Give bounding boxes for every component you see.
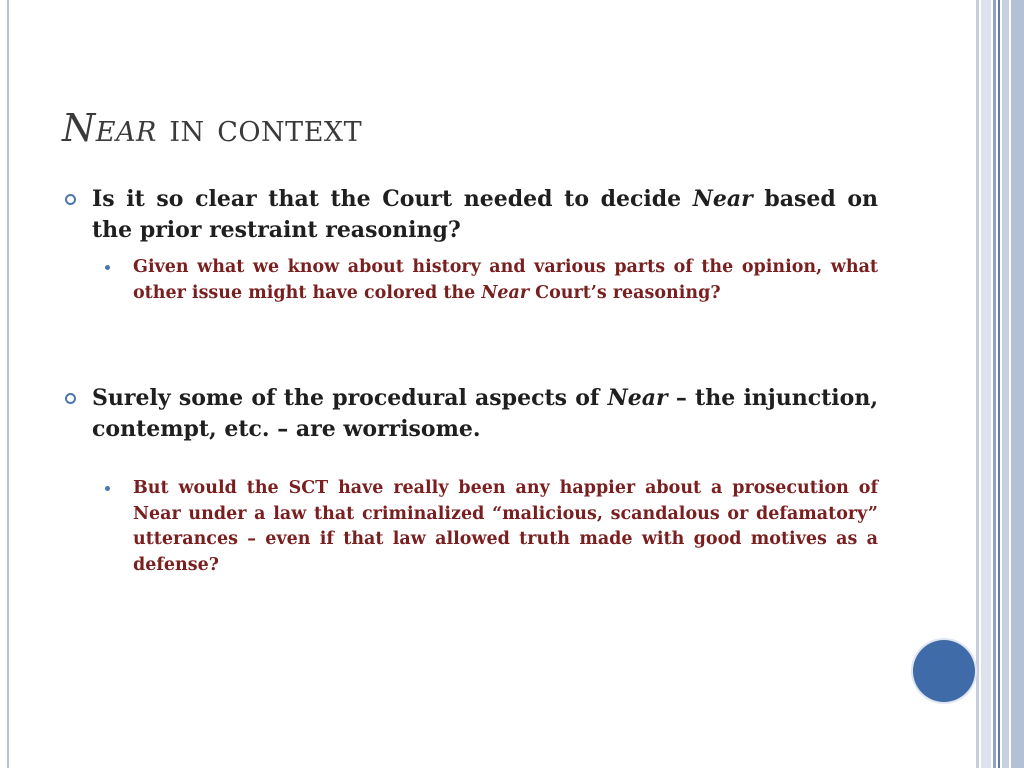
ring-bullet-icon xyxy=(65,194,76,205)
stripe xyxy=(1011,0,1024,768)
case-name: Near xyxy=(692,186,753,212)
ring-bullet-icon xyxy=(65,393,76,404)
case-name: Near xyxy=(607,385,668,411)
sub-bullet-item xyxy=(62,255,878,306)
bullet-item xyxy=(62,383,878,445)
left-frame-rule xyxy=(7,0,9,768)
stripe xyxy=(1002,0,1009,768)
bullet-text: – the injunction, contempt, etc. – are worrisome. xyxy=(92,385,878,442)
bullet-item xyxy=(62,184,878,246)
case-name: Near xyxy=(481,282,530,303)
stripe xyxy=(993,0,996,768)
bullet-text: based on the prior restraint reasoning? xyxy=(92,186,878,243)
slide-title-emphasis: Near xyxy=(62,106,157,150)
sub-bullet-item xyxy=(62,476,878,578)
stripe xyxy=(981,0,991,768)
bullet-text: Surely some of the procedural aspects of xyxy=(92,385,608,411)
dot-bullet-icon xyxy=(105,265,110,270)
slide-content xyxy=(62,184,878,578)
sub-bullet-text: Given what we know about history and various parts of the opinion, what other issue might have colored the xyxy=(133,257,878,303)
dot-bullet-icon xyxy=(105,486,110,491)
stripe xyxy=(998,0,1000,768)
bullet-text: Is it so clear that the Court needed to decide xyxy=(92,186,693,212)
decorative-stripe-panel xyxy=(976,0,1024,768)
slide-nav-circle-button[interactable] xyxy=(913,640,975,702)
slide-title xyxy=(62,106,362,150)
slide-title-rest: in context xyxy=(169,106,363,150)
sub-bullet-text: Court’s reasoning? xyxy=(529,282,721,303)
stripe xyxy=(976,0,979,768)
sub-bullet-text: But would the SCT have really been any happier about a prosecution of Near under a law that criminalized “malicious, scandalous or defamatory” utterances – even if that law allowed truth made with good motives as a defense? xyxy=(133,478,878,575)
